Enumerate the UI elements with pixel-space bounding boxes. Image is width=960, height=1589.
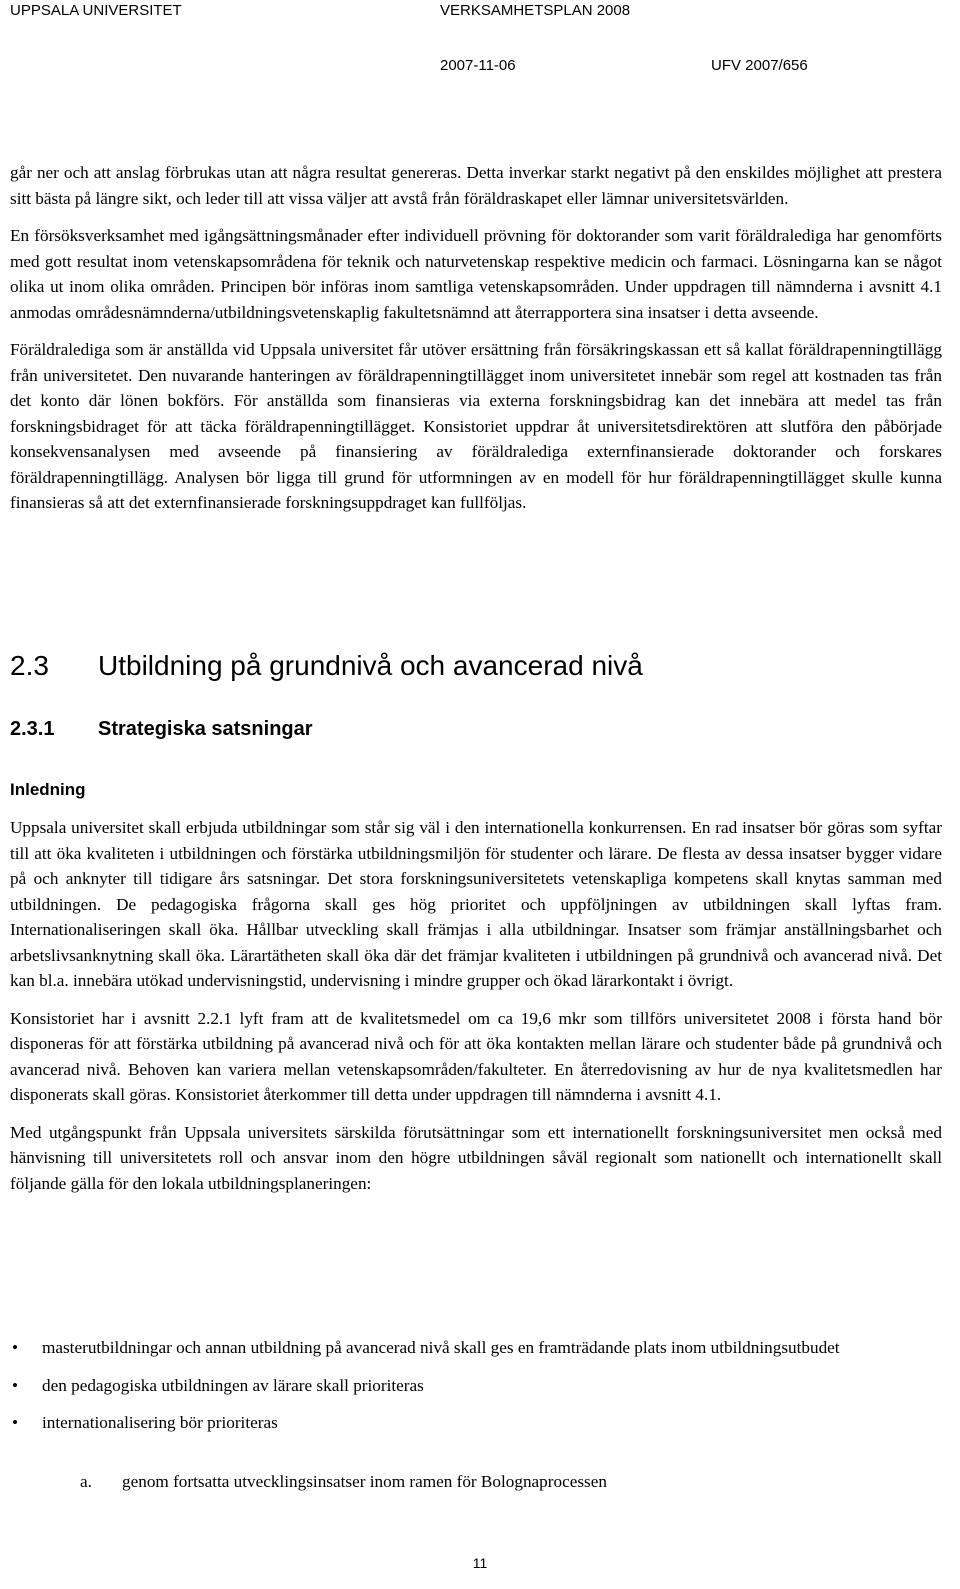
list-item (10, 1373, 930, 1399)
paragraph: Uppsala universitet skall erbjuda utbildningar som står sig väl i den internationella konkurrensen. En rad insatser bör göras som syftar till att öka kvaliteten i utbildningen och förstärka utbildningsmiljön för studenter och lärare. De flesta av dessa insatser bygger vidare på och anknyter till tidigare års satsningar. Det stora forskningsuniversitetets vetenskapliga kompetens skall knytas samman med utbildningen. De pedagogiska frågorna skall ges hög prioritet och uppföljningen av utbildningen skall lyftas fram. Internationaliseringen skall öka. Hållbar utveckling skall främjas i alla utbildningar. Insatser som främjar anställningsbarhet och arbetslivsanknytning skall öka. Lärartätheten skall öka där det främjar kvaliteten i utbildningen på grundnivå och avancerad nivå. Det kan bl.a. innebära utökad undervisningstid, undervisning i mindre grupper och ökad lärarkontakt i övrigt. (10, 818, 942, 990)
section-title: Utbildning på grundnivå och avancerad nivå (98, 650, 643, 681)
paragraph: Konsistoriet har i avsnitt 2.2.1 lyft fram att de kvalitetsmedel om ca 19,6 mkr som tillförs universitetet 2008 i första hand bör disponeras för att förstärka utbildning på avancerad nivå och för att öka kontakten mellan lärare och studenter både på grundnivå och avancerad nivå. Behoven kan variera mellan vetenskapsområden/fakulteter. En återredovisning av hur de nya kvalitetsmedlen har disponerats skall göras. Konsistoriet återkommer till detta under uppdragen till nämnderna i avsnitt 4.1. (10, 1008, 942, 1104)
section-heading (10, 650, 643, 682)
list-item-text: masterutbildningar och annan utbildning på avancerad nivå skall ges en framträdande plats inom utbildningsutbudet (42, 1338, 840, 1357)
sub-item-text: genom fortsatta utvecklingsinsatser inom ramen för Bolognaprocessen (122, 1472, 607, 1491)
paragraph: En försöksverksamhet med igångsättningsmånader efter individuell prövning för doktorander som varit föräldralediga har genomförts med gott resultat inom vetenskapsområdena för teknik och naturvetenskap respektive medicin och farmaci. Lösningarna kan se något olika ut inom olika områden. Principen bör införas inom samtliga vetenskapsområden. Under uppdragen till nämnderna i avsnitt 4.1 anmodas områdesnämnderna/utbildningsvetenskaplig fakultetsnämnd att återrapportera sina insatser i detta avseende. (10, 226, 942, 322)
page-number: 11 (472, 1555, 488, 1571)
body-bottom (10, 815, 942, 1208)
list-item-text: internationalisering bör prioriteras (42, 1413, 278, 1432)
inline-heading: Inledning (10, 780, 86, 799)
paragraph: Med utgångspunkt från Uppsala universitets särskilda förutsättningar som ett internationellt forskningsuniversitet men också med hänvisning till universitetets roll och ansvar inom den högre utbildningen såväl regionalt som nationellt och internationellt skall följande gälla för den lokala utbildningsplaneringen: (10, 1122, 942, 1193)
section-number: 2.3 (10, 650, 49, 681)
body-top (10, 160, 942, 528)
list-item-text: den pedagogiska utbildningen av lärare skall prioriteras (42, 1375, 424, 1395)
list-item (10, 1335, 930, 1361)
header-org: UPPSALA UNIVERSITET (10, 2, 182, 19)
subsection-title: Strategiska satsningar (98, 718, 313, 740)
sub-list-item (80, 1472, 607, 1492)
header-plan: VERKSAMHETSPLAN 2008 (440, 2, 631, 19)
paragraph: går ner och att anslag förbrukas utan att några resultat genereras. Detta inverkar starkt negativt på den enskildes möjlighet att prestera sitt bästa på längre sikt, och leder till att vissa väljer att avstå från föräldraskapet eller lämnar universitetsvärlden. (10, 163, 942, 208)
bullet-icon: • (12, 1375, 19, 1395)
bullet-list (10, 1335, 930, 1448)
sub-item-label: a. (80, 1472, 92, 1491)
paragraph: Föräldralediga som är anställda vid Uppsala universitet får utöver ersättning från försäkringskassan ett så kallat föräldrapenningtillägg från universitetet. Den nuvarande hanteringen av föräldrapenningtillägget inom universitetet innebär som regel att kostnaden tas från det konto där lönen bokförs. För anställda som finansieras via externa forskningsbidrag kan det innebära att medel tas från forskningsbidraget för att täcka föräldrapenningtillägget. Konsistoriet uppdrar åt universitetsdirektören att slutföra den påbörjade konsekvensanalysen med avseende på finansiering av föräldralediga externfinansierade doktorander och forskares föräldrapenningtillägg. Analysen bör ligga till grund för utformningen av en modell för hur föräldrapenningtillägget skulle kunna finansieras så att det externfinansierade forskningsuppdraget kan fullföljas. (10, 340, 942, 512)
subsection-heading (10, 718, 313, 741)
header-ref: UFV 2007/656 (711, 57, 808, 74)
bullet-icon: • (12, 1338, 19, 1357)
list-item (10, 1410, 930, 1436)
header-date: 2007-11-06 (440, 57, 516, 74)
subsection-number: 2.3.1 (10, 718, 55, 740)
bullet-icon: • (12, 1413, 19, 1432)
